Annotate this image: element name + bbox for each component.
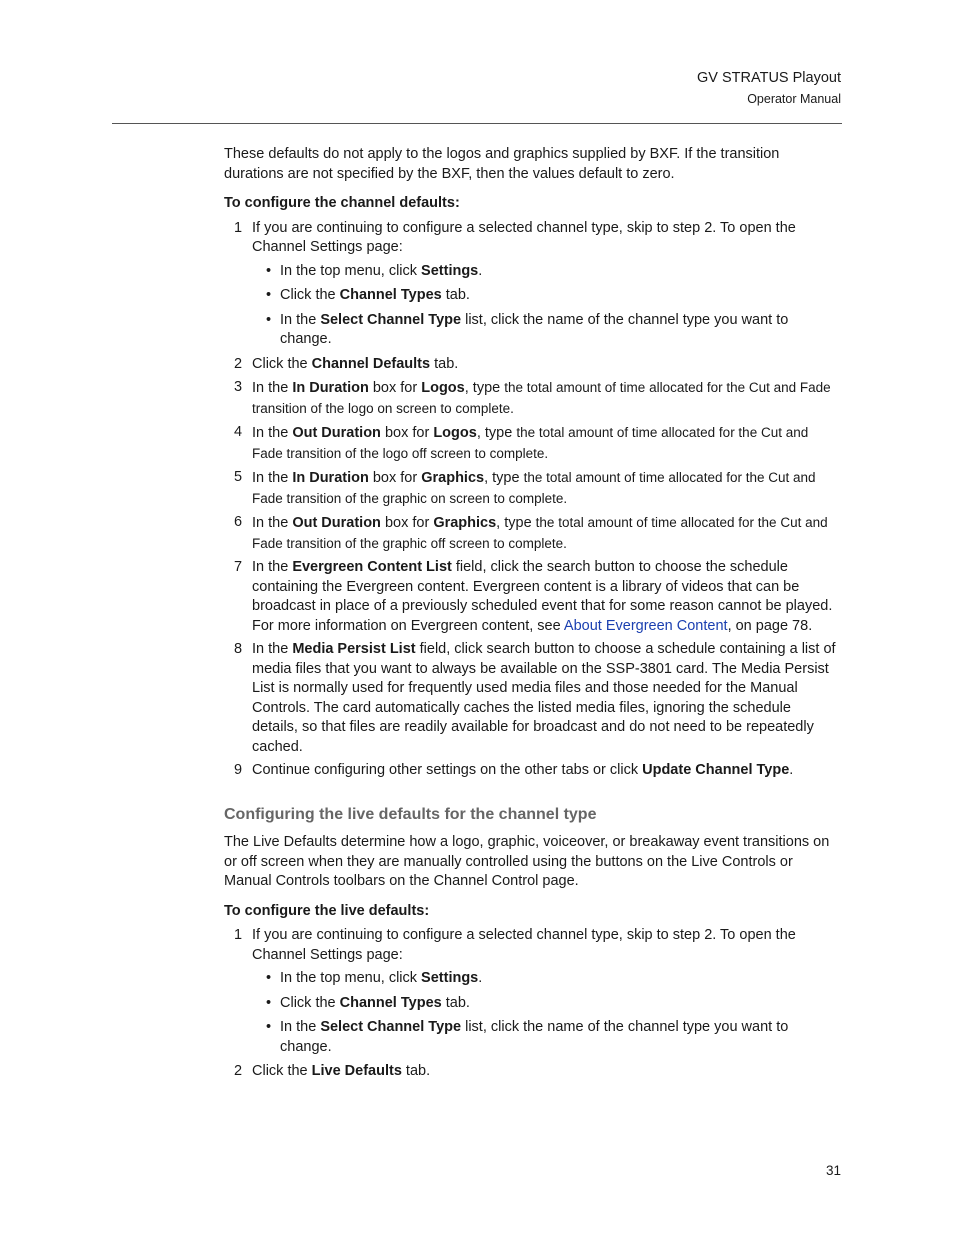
bullet-item: • Click the Channel Types tab. xyxy=(252,286,840,306)
step: 4 In the Out Duration box for Logos, type the total amount of time allocated for the Cut and Fade transition of the logo off screen to complete. xyxy=(234,424,809,461)
step: 2 Click the Channel Defaults tab. xyxy=(224,355,840,375)
channel-defaults-steps xyxy=(224,219,840,781)
bullet-icon: • xyxy=(266,1019,272,1035)
page-number: 31 xyxy=(825,1163,841,1178)
step-number: 1 xyxy=(234,219,243,236)
step-number: 1 xyxy=(234,927,243,943)
step xyxy=(224,219,840,350)
step-text: If you are continuing to configure a selected channel type, skip to step 2. To open the Channel Settings page: xyxy=(252,927,796,963)
step: 3 In the In Duration box for Logos, type the total amount of time allocated for the Cut and Fade transition of the logo on screen to complete. xyxy=(234,379,831,416)
step: 5 In the In Duration box for Graphics, type the total amount of time allocated for the Cut and Fade transition of the graphic on screen to complete. xyxy=(234,469,816,506)
document-subtitle: Operator Manual xyxy=(747,92,841,106)
step: 8 In the Media Persist List field, click search button to choose a schedule containing a list of media files that you want to always be available on the SSP-3801 card. The Media Persist List is normally used for frequently used media files and those needed for the Manual Controls. The card automatically caches the listed media files, ignoring the schedule details, so that files are readily available for broadcast and do not need to be repeatedly cached. xyxy=(234,641,836,755)
bullet-item: • In the Select Channel Type list, click the name of the channel type you want to change. xyxy=(266,1019,789,1055)
bullet-icon: • xyxy=(266,994,272,1011)
step xyxy=(224,926,840,1057)
step-number: 5 xyxy=(234,469,243,485)
live-defaults-steps xyxy=(224,926,840,1082)
section-heading: Configuring the live defaults for the channel type xyxy=(224,805,597,823)
step-number: 6 xyxy=(234,514,243,530)
bullet-item: • In the top menu, click Settings. xyxy=(252,969,840,989)
bullet-icon: • xyxy=(266,262,272,279)
step-number: 9 xyxy=(234,762,243,778)
step-number: 2 xyxy=(234,355,243,372)
bullet-icon: • xyxy=(266,311,272,328)
procedure-heading: To configure the channel defaults: xyxy=(224,195,460,211)
step-text: If you are continuing to configure a selected channel type, skip to step 2. To open the Channel Settings page: xyxy=(252,219,796,255)
bullet-item: • In the top menu, click Settings. xyxy=(252,262,840,282)
bullet-icon: • xyxy=(266,287,272,303)
step-number: 2 xyxy=(234,1063,243,1079)
step-number: 7 xyxy=(234,559,243,575)
step-number: 4 xyxy=(234,424,243,440)
step: 2 Click the Live Defaults tab. xyxy=(224,1062,840,1082)
step-number: 3 xyxy=(234,379,243,395)
live-defaults-paragraph: The Live Defaults determine how a logo, graphic, voiceover, or breakaway event transitions on or off screen when they are manually controlled using the buttons on the Live Controls or Manual Controls toolbars on the Channel Control page. xyxy=(224,834,830,889)
evergreen-content-link[interactable]: About Evergreen Content xyxy=(563,617,728,634)
step: 6 In the Out Duration box for Graphics, type the total amount of time allocated for the Cut and Fade transition of the graphic off screen to complete. xyxy=(234,514,828,551)
page-content xyxy=(224,145,840,1086)
document-title: GV STRATUS Playout xyxy=(697,70,841,86)
bullet-item: • In the Select Channel Type list, click the name of the channel type you want to change. xyxy=(266,311,789,347)
bullet-icon: • xyxy=(266,970,272,986)
header-rule xyxy=(112,123,842,124)
bullet-item: • Click the Channel Types tab. xyxy=(252,994,840,1014)
step-number: 8 xyxy=(234,641,243,657)
step: 9 Continue configuring other settings on the other tabs or click Update Channel Type. xyxy=(224,761,840,781)
sub-steps xyxy=(252,969,840,1057)
procedure-heading: To configure the live defaults: xyxy=(224,902,430,919)
step: 7 In the Evergreen Content List field, click the search button to choose the schedule containing the Evergreen content. Evergreen content is a library of videos that can be broadcast in place of a previously scheduled event that for some reason cannot be played. For more information on Evergreen content, see About Evergreen Content, on page 78. xyxy=(234,559,833,634)
intro-paragraph: These defaults do not apply to the logos and graphics supplied by BXF. If the transition durations are not specified by the BXF, then the values default to zero. xyxy=(224,146,780,182)
sub-steps xyxy=(252,262,840,350)
